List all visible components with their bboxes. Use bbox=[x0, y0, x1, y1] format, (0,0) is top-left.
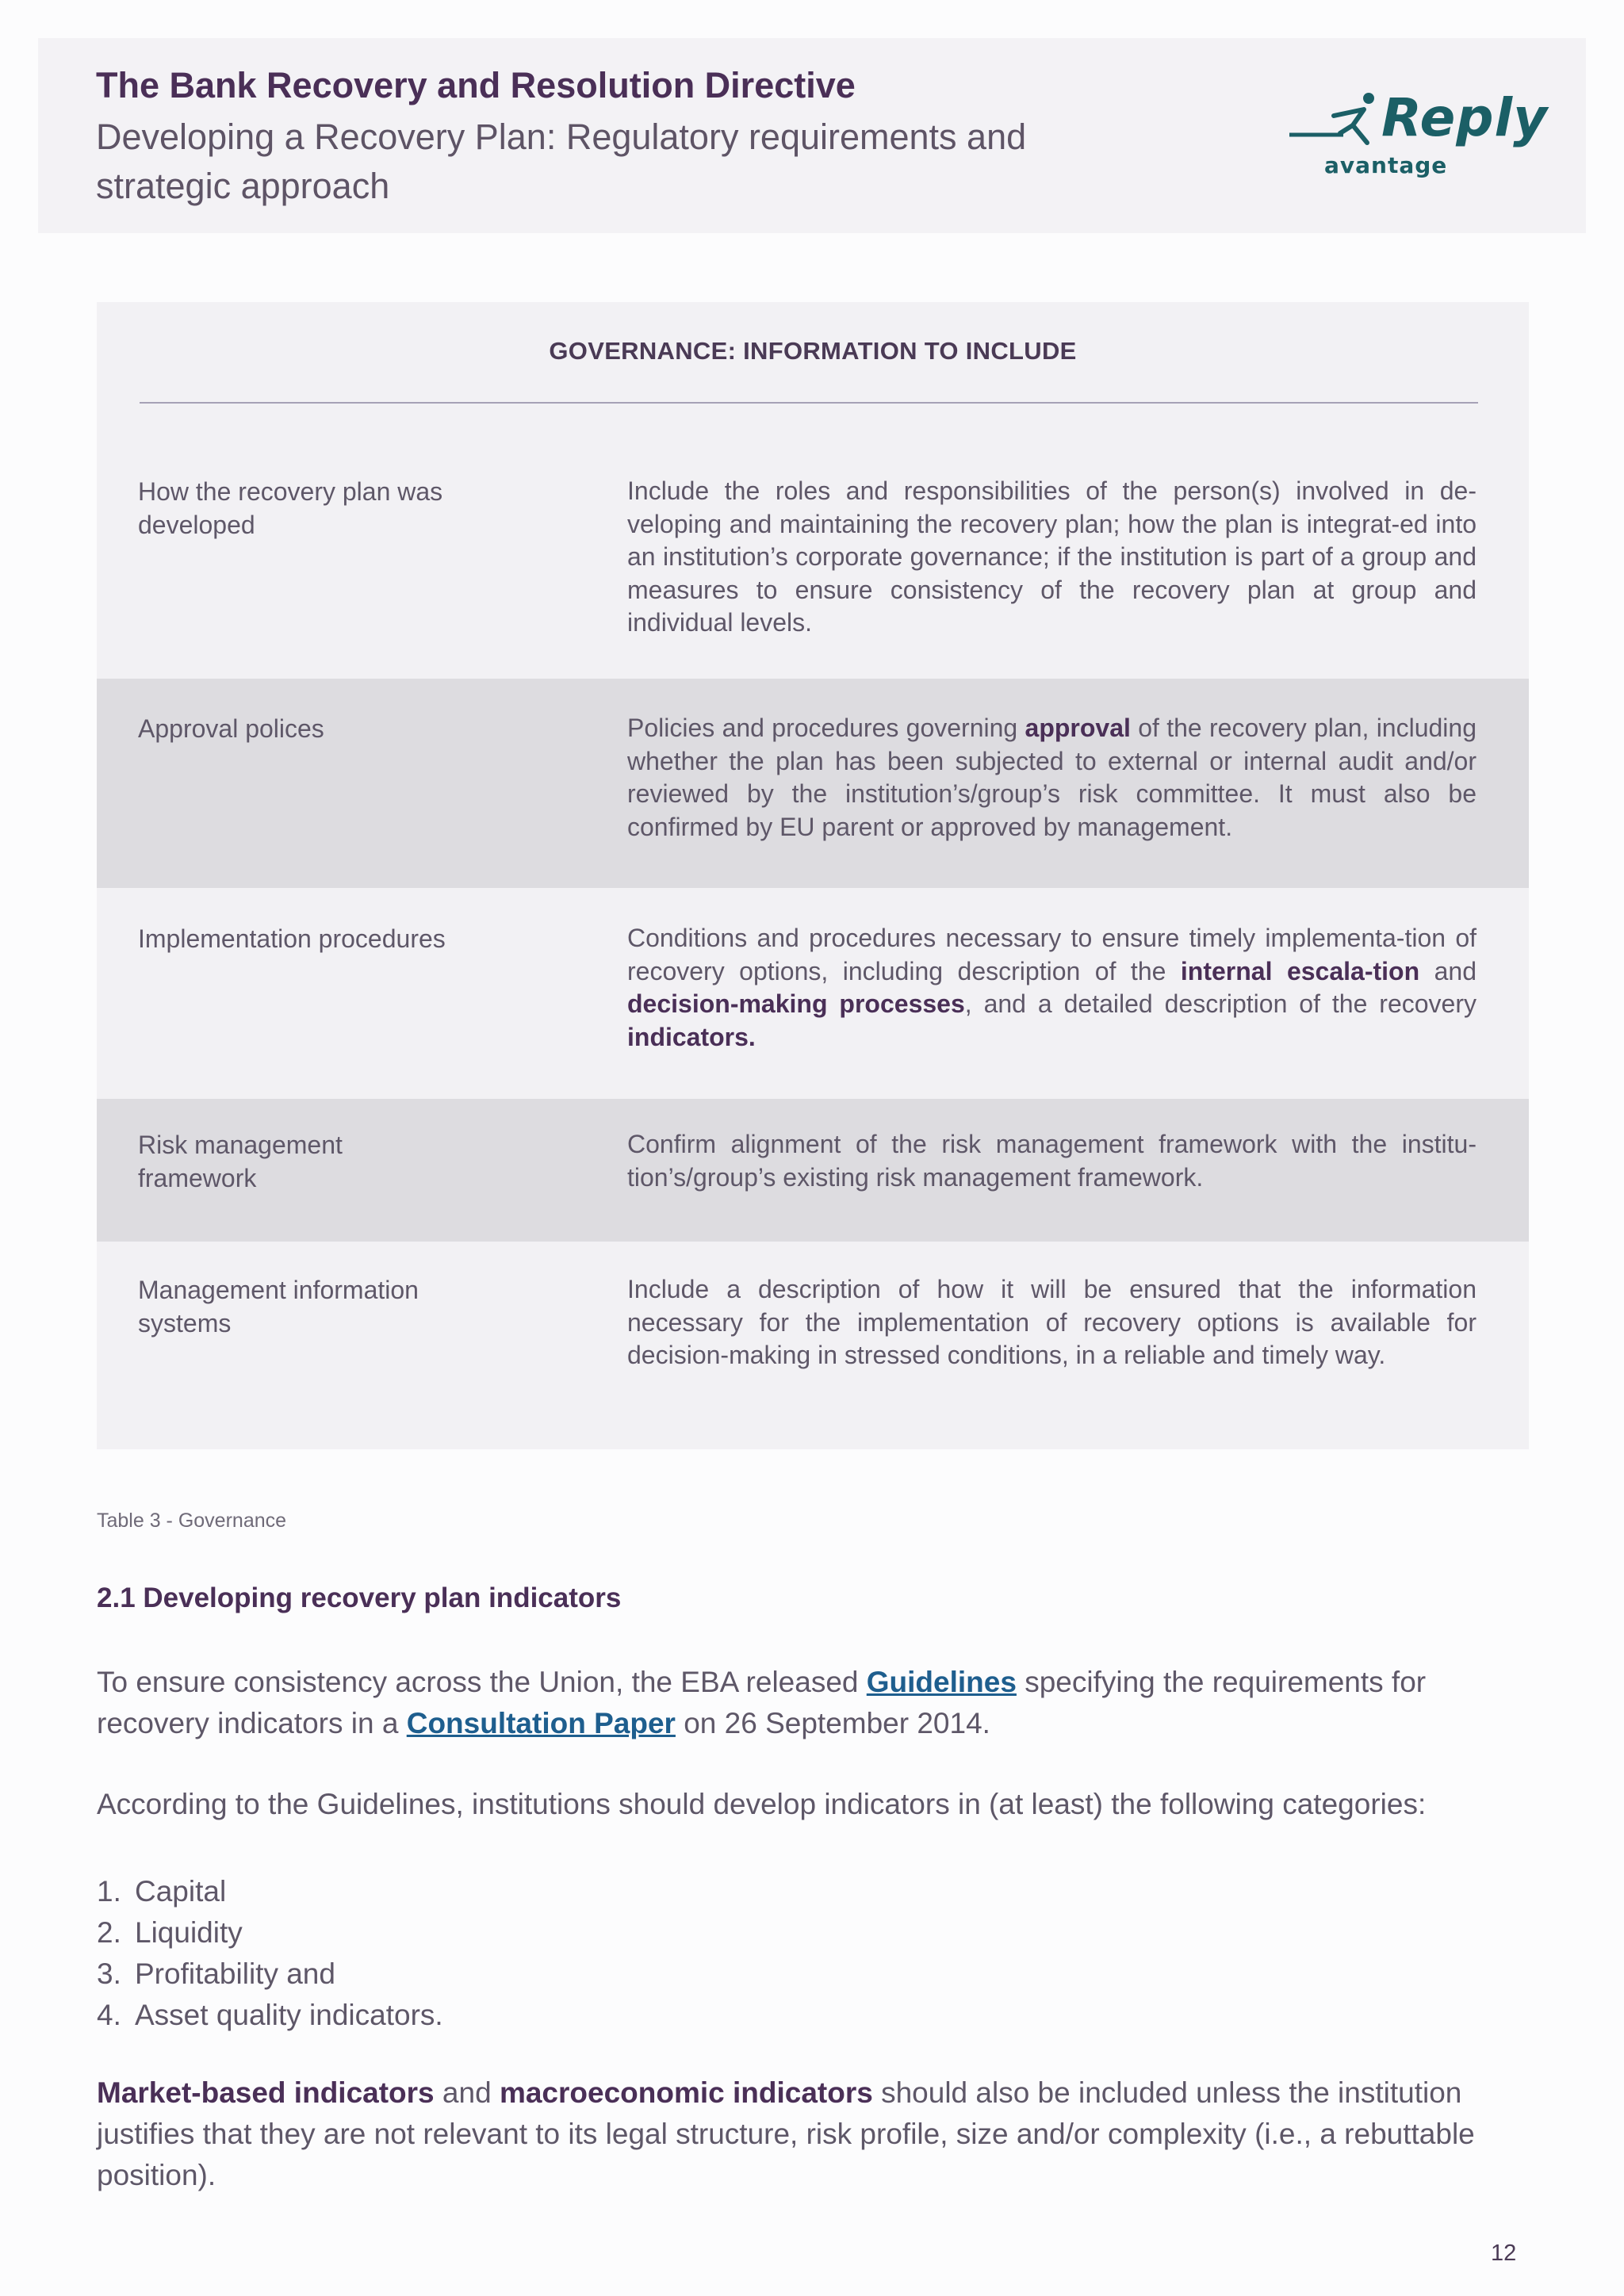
list-text: Capital bbox=[135, 1875, 227, 1908]
list-item bbox=[97, 1871, 443, 1912]
logo-sub-text: avantage bbox=[1324, 152, 1448, 178]
list-number: 3. bbox=[97, 1957, 121, 1990]
table-row bbox=[97, 679, 1529, 888]
row-label: Risk management framework bbox=[138, 1131, 343, 1192]
text-fragment: on 26 September 2014. bbox=[675, 1707, 990, 1739]
row-label: Management information systems bbox=[138, 1276, 419, 1337]
guidelines-link[interactable]: Guidelines bbox=[866, 1666, 1017, 1698]
text-fragment: To ensure consistency across the Union, the EBA released bbox=[97, 1666, 867, 1698]
row-description: Confirm alignment of the risk management framework with the institu-tion’s/group’s existing risk management framework. bbox=[627, 1130, 1477, 1192]
list-text: Asset quality indicators. bbox=[135, 1999, 443, 2031]
list-text: Profitability and bbox=[135, 1957, 335, 1990]
table-row bbox=[97, 1242, 1529, 1449]
table-row bbox=[97, 1099, 1529, 1242]
categories-paragraph: According to the Guidelines, institutions should develop indicators in (at least) the following categories: bbox=[97, 1788, 1427, 1820]
row-label: Approval polices bbox=[138, 714, 324, 743]
list-item bbox=[97, 1995, 443, 2036]
section-heading: 2.1 Developing recovery plan indicators bbox=[97, 1582, 622, 1613]
table-title: GOVERNANCE: INFORMATION TO INCLUDE bbox=[549, 337, 1077, 365]
document-title: The Bank Recovery and Resolution Directive bbox=[96, 65, 856, 105]
running-figure-icon bbox=[1288, 87, 1383, 151]
text-fragment: and bbox=[434, 2076, 500, 2109]
row-description: Conditions and procedures necessary to ensure timely implementa-tion of recovery options, including description of the internal escala-tion and decision-making processes, and a detailed description of the recovery indicators. bbox=[627, 924, 1477, 1051]
table-caption: Table 3 - Governance bbox=[97, 1510, 287, 1532]
list-number: 2. bbox=[97, 1916, 121, 1949]
row-description: Include a description of how it will be ensured that the information necessary for the implementation of recovery options is available for decision-making in stressed conditions, in a reliable and timely way. bbox=[627, 1275, 1477, 1369]
logo-brand-text: Reply bbox=[1381, 87, 1549, 148]
row-description: Policies and procedures governing approval of the recovery plan, including whether the plan has been subjected to external or internal audit and/or reviewed by the institution’s/group’s risk committee. It must also be confirmed by EU parent or approved by management. bbox=[627, 714, 1477, 841]
text-fragment: should also be included unless the institution justifies that they are not relevant to its legal structure, risk profile, size and/or complexity (i.e., a rebuttable position). bbox=[97, 2076, 1475, 2191]
table-row bbox=[97, 457, 1529, 679]
list-number: 1. bbox=[97, 1875, 121, 1908]
bold-term: macroeconomic indicators bbox=[499, 2076, 873, 2109]
market-indicators-paragraph bbox=[97, 2072, 1529, 2196]
list-item bbox=[97, 1912, 443, 1954]
governance-table bbox=[97, 302, 1529, 1449]
list-item bbox=[97, 1954, 443, 1995]
page-number: 12 bbox=[1491, 2241, 1517, 2266]
list-text: Liquidity bbox=[135, 1916, 243, 1949]
list-number: 4. bbox=[97, 1999, 121, 2031]
text-fragment: specifying the requirements for recovery indicators in a bbox=[97, 1666, 1427, 1739]
table-row bbox=[97, 888, 1529, 1099]
consultation-paper-link[interactable]: Consultation Paper bbox=[406, 1707, 676, 1739]
table-divider bbox=[140, 402, 1478, 404]
row-description: Include the roles and responsibilities of the person(s) involved in de-veloping and maintaining the recovery plan; how the plan is integrat-ed into an institution’s corporate governance; if the institution is part of a group and measures to ensure consistency of the recovery plan at group and individual levels. bbox=[627, 476, 1477, 637]
document-subtitle: Developing a Recovery Plan: Regulatory requirements and strategic approach bbox=[96, 117, 1027, 206]
bold-term: Market-based indicators bbox=[97, 2076, 435, 2109]
row-label: How the recovery plan was developed bbox=[138, 477, 443, 539]
reply-avantage-logo bbox=[1288, 87, 1573, 182]
page-header bbox=[38, 38, 1586, 233]
indicator-category-list bbox=[97, 1871, 443, 2036]
row-label: Implementation procedures bbox=[138, 924, 446, 953]
intro-paragraph bbox=[97, 1662, 1529, 1744]
